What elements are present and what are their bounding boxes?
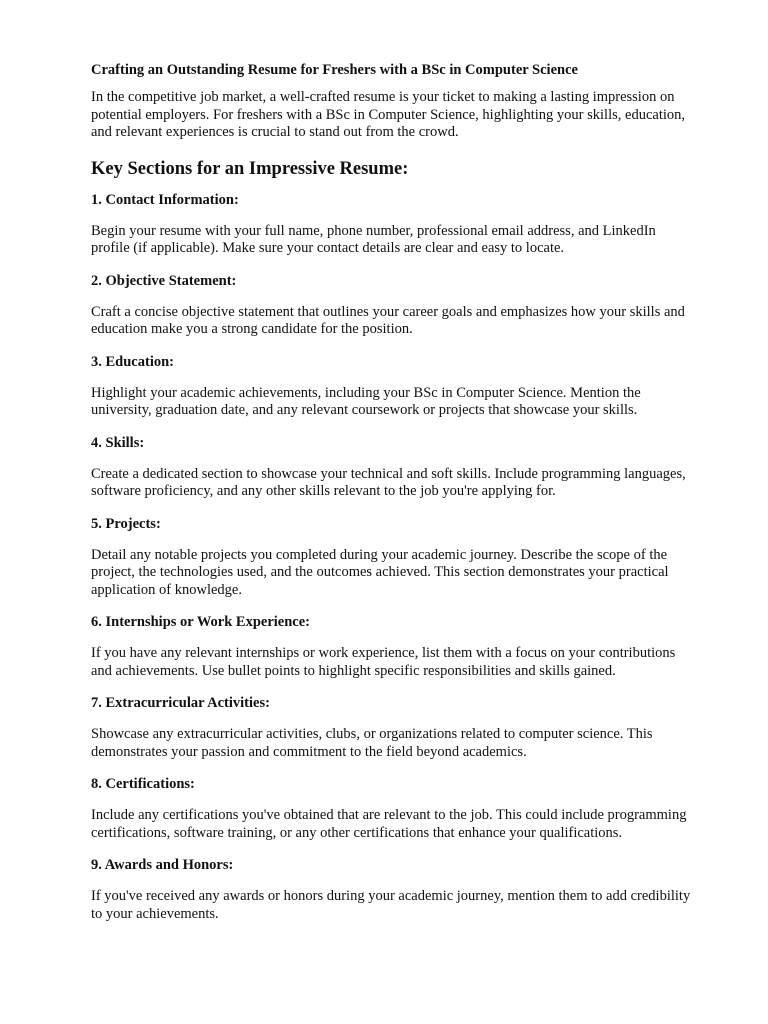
section-skills	[91, 434, 698, 501]
section-extracurricular-activities	[91, 694, 698, 761]
section-heading: 6. Internships or Work Experience:	[91, 614, 310, 630]
section-heading: 5. Projects:	[91, 515, 161, 532]
section-heading: 1. Contact Information:	[91, 191, 239, 208]
section-body: Craft a concise objective statement that outlines your career goals and emphasizes how your skills and education make you a strong candidate for the position.	[91, 303, 685, 337]
section-body: Detail any notable projects you completed during your academic journey. Describe the scope of the project, the technologies used, and the outcomes achieved. This section demonstrates your practical application of knowledge.	[91, 546, 669, 598]
intro-paragraph: In the competitive job market, a well-crafted resume is your ticket to making a lasting impression on potential employers. For freshers with a BSc in Computer Science, highlighting your skills, education, and relevant experiences is crucial to stand out from the crowd.	[91, 89, 685, 140]
section-body: Create a dedicated section to showcase your technical and soft skills. Include programming languages, software proficiency, and any other skills relevant to the job you're applying for.	[91, 465, 686, 499]
key-sections-heading: Key Sections for an Impressive Resume:	[91, 158, 409, 179]
section-certifications	[91, 775, 698, 842]
section-objective-statement	[91, 272, 698, 339]
section-heading: 4. Skills:	[91, 434, 145, 451]
document-title: Crafting an Outstanding Resume for Freshers with a BSc in Computer Science	[91, 62, 578, 78]
section-projects	[91, 515, 698, 600]
section-body: Highlight your academic achievements, including your BSc in Computer Science. Mention the university, graduation date, and any relevant coursework or projects that showcase your skills.	[91, 384, 641, 418]
section-body: Include any certifications you've obtained that are relevant to the job. This could include programming certifications, software training, or any other certifications that enhance your qualifications.	[91, 807, 687, 841]
section-heading: 9. Awards and Honors:	[91, 857, 234, 873]
section-awards-and-honors	[91, 856, 698, 923]
section-contact-information	[91, 191, 698, 258]
section-heading: 3. Education:	[91, 353, 174, 370]
section-body: If you have any relevant internships or work experience, list them with a focus on your contributions and achievements. Use bullet points to highlight specific responsibilities and skills gained.	[91, 645, 676, 679]
section-body: Begin your resume with your full name, phone number, professional email address, and LinkedIn profile (if applicable). Make sure your contact details are clear and easy to locate.	[91, 222, 656, 256]
section-internships-work-experience	[91, 613, 698, 680]
section-education	[91, 353, 698, 420]
section-body: If you've received any awards or honors during your academic journey, mention them to add credibility to your achievements.	[91, 888, 691, 922]
section-body: Showcase any extracurricular activities, clubs, or organizations related to computer science. This demonstrates your passion and commitment to the field beyond academics.	[91, 726, 653, 760]
section-heading: 8. Certifications:	[91, 776, 195, 792]
section-heading: 7. Extracurricular Activities:	[91, 695, 270, 711]
section-heading: 2. Objective Statement:	[91, 272, 237, 289]
